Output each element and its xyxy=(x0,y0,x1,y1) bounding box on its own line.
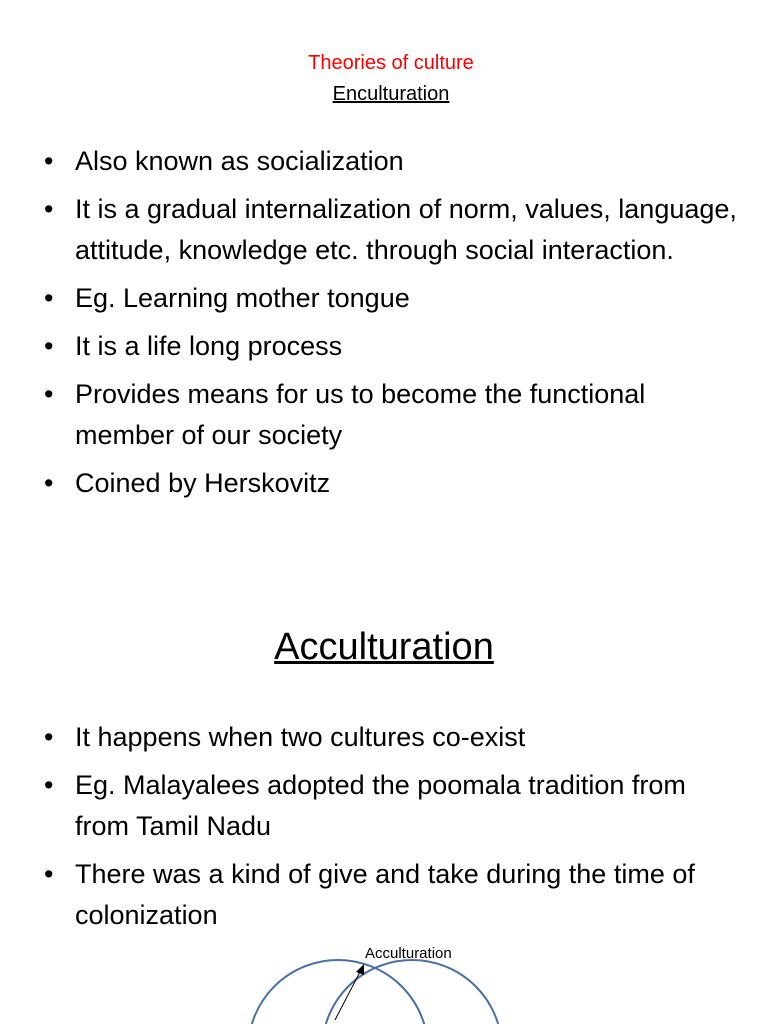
list-item: • Coined by Herskovitz xyxy=(44,463,744,504)
section-heading: Theories of culture xyxy=(308,52,474,74)
list-item: • Also known as socialization xyxy=(44,141,744,182)
list-item: • There was a kind of give and take during the time of colonization xyxy=(44,854,744,936)
bullet-icon: • xyxy=(44,722,54,752)
bullet-icon: • xyxy=(44,859,54,889)
bullet-icon: • xyxy=(44,331,54,361)
list-item: • It happens when two cultures co-exist xyxy=(44,717,744,758)
list-item: • Eg. Learning mother tongue xyxy=(44,278,744,319)
acculturation-bullet-list xyxy=(44,717,744,943)
bullet-icon: • xyxy=(44,468,54,498)
diagram-label: Acculturation xyxy=(365,945,452,962)
bullet-icon: • xyxy=(44,146,54,176)
acculturation-title: Acculturation xyxy=(274,626,494,668)
list-item: • It is a life long process xyxy=(44,326,744,367)
enculturation-bullet-list xyxy=(44,141,744,511)
list-item: • Eg. Malayalees adopted the poomala tradition from from Tamil Nadu xyxy=(44,765,744,847)
list-item: • Provides means for us to become the functional member of our society xyxy=(44,374,744,456)
list-item: • It is a gradual internalization of norm, values, language, attitude, knowledge etc. through social interaction. xyxy=(44,189,744,271)
pointer-arrow-line xyxy=(335,970,361,1020)
pointer-arrow-head xyxy=(356,964,364,975)
bullet-icon: • xyxy=(44,283,54,313)
venn-diagram xyxy=(0,930,768,1024)
bullet-icon: • xyxy=(44,379,54,409)
enculturation-title: Enculturation xyxy=(332,83,450,105)
bullet-icon: • xyxy=(44,770,54,800)
bullet-icon: • xyxy=(44,194,54,224)
